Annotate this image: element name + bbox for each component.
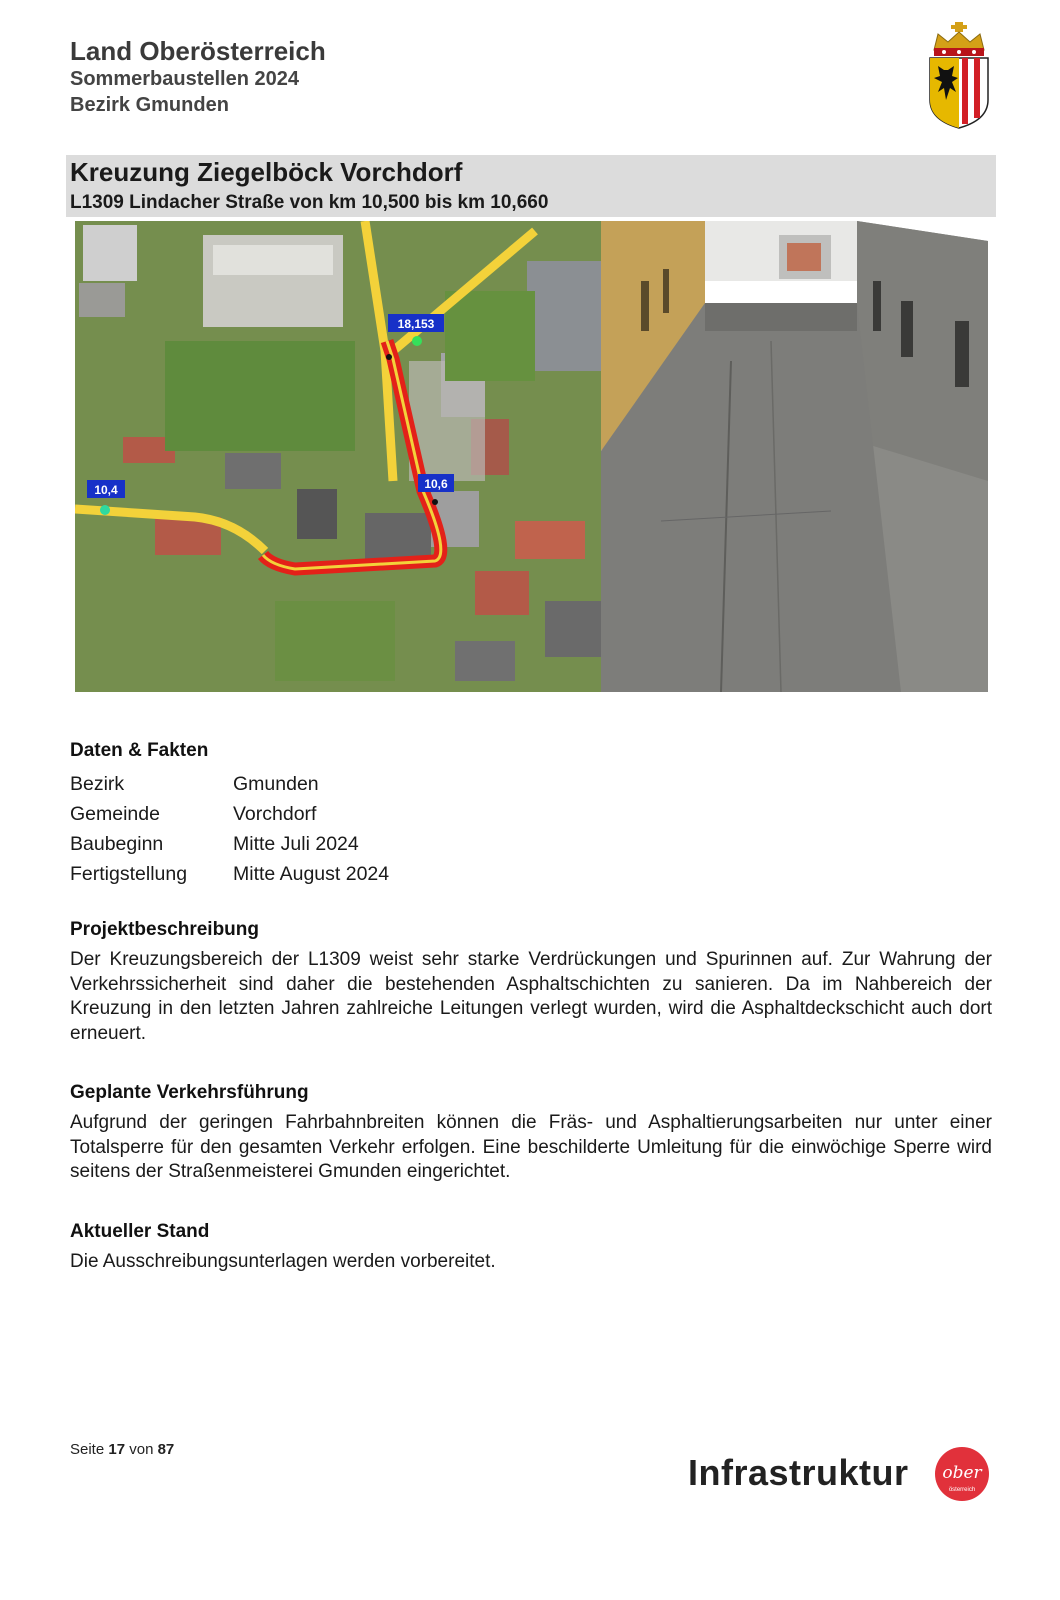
status-text: Die Ausschreibungsunterlagen werden vorbereitet. xyxy=(70,1251,496,1272)
facts-value: Mitte Juli 2024 xyxy=(233,833,359,855)
page-number xyxy=(70,1441,174,1458)
facts-key: Fertigstellung xyxy=(70,863,188,885)
facts-table xyxy=(70,769,992,889)
traffic-text: Aufgrund der geringen Fahrbahnbreiten können die Fräs- und Asphaltierungsarbeiten nur unter einer Totalsperre für den gesamten Verkehr erfolgen. Eine beschilderte Umleitung für die einwöchige Sperre wird seitens der Straßenmeisterei Gmunden eingerichtet. xyxy=(70,1112,992,1182)
header-title: Land Oberösterreich xyxy=(70,36,326,66)
map-label-km-104: 10,4 xyxy=(94,483,118,497)
description-text: Der Kreuzungsbereich der L1309 weist sehr starke Verdrückungen und Spurinnen auf. Zur Wahrung der Verkehrssicherheit sind daher die bestehenden Asphaltschichten zu sanieren. Da im Nahbereich der Kreuzung in den letzten Jahren zahlreiche Leitungen verlegt wurden, wird die Asphaltdeckschicht auch dort erneuert. xyxy=(70,949,992,1044)
project-title-bar xyxy=(66,155,996,217)
brand-badge-bottom: österreich xyxy=(948,1487,976,1493)
facts-key: Baubeginn xyxy=(70,833,164,855)
project-title: Kreuzung Ziegelböck Vorchdorf xyxy=(70,157,463,187)
ober-oesterreich-logo-icon xyxy=(934,1446,990,1502)
page-separator: von xyxy=(129,1441,154,1458)
description-section xyxy=(70,918,992,1046)
traffic-section xyxy=(70,1081,992,1185)
coat-of-arms-icon xyxy=(924,20,994,132)
facts-row xyxy=(70,769,992,799)
status-heading: Aktueller Stand xyxy=(70,1221,210,1242)
header-subtitle-district: Bezirk Gmunden xyxy=(70,94,229,116)
document-header xyxy=(70,36,326,118)
description-heading: Projektbeschreibung xyxy=(70,919,259,940)
facts-value: Mitte August 2024 xyxy=(233,863,390,885)
facts-section xyxy=(70,739,992,889)
header-subtitle-year: Sommerbaustellen 2024 xyxy=(70,68,299,90)
brand-wordmark: Infrastruktur xyxy=(688,1452,909,1493)
page-total: 87 xyxy=(157,1441,175,1458)
page-current: 17 xyxy=(108,1441,126,1458)
project-route: L1309 Lindacher Straße von km 10,500 bis km 10,660 xyxy=(70,192,549,213)
facts-row xyxy=(70,859,992,889)
facts-row xyxy=(70,829,992,859)
facts-key: Bezirk xyxy=(70,773,125,795)
page-prefix: Seite xyxy=(70,1441,105,1458)
traffic-heading: Geplante Verkehrsführung xyxy=(70,1082,309,1103)
aerial-map-image xyxy=(75,221,601,692)
street-photo-image xyxy=(601,221,988,692)
facts-value: Vorchdorf xyxy=(233,803,317,825)
map-label-km-18153: 18,153 xyxy=(397,317,435,331)
brand-badge-top: ober xyxy=(942,1463,982,1483)
facts-key: Gemeinde xyxy=(70,803,160,825)
project-images xyxy=(75,221,988,692)
infrastruktur-logo xyxy=(688,1446,994,1504)
status-section xyxy=(70,1220,992,1275)
facts-row xyxy=(70,799,992,829)
facts-heading: Daten & Fakten xyxy=(70,740,209,761)
facts-value: Gmunden xyxy=(233,773,319,795)
map-label-km-106: 10,6 xyxy=(424,477,448,491)
